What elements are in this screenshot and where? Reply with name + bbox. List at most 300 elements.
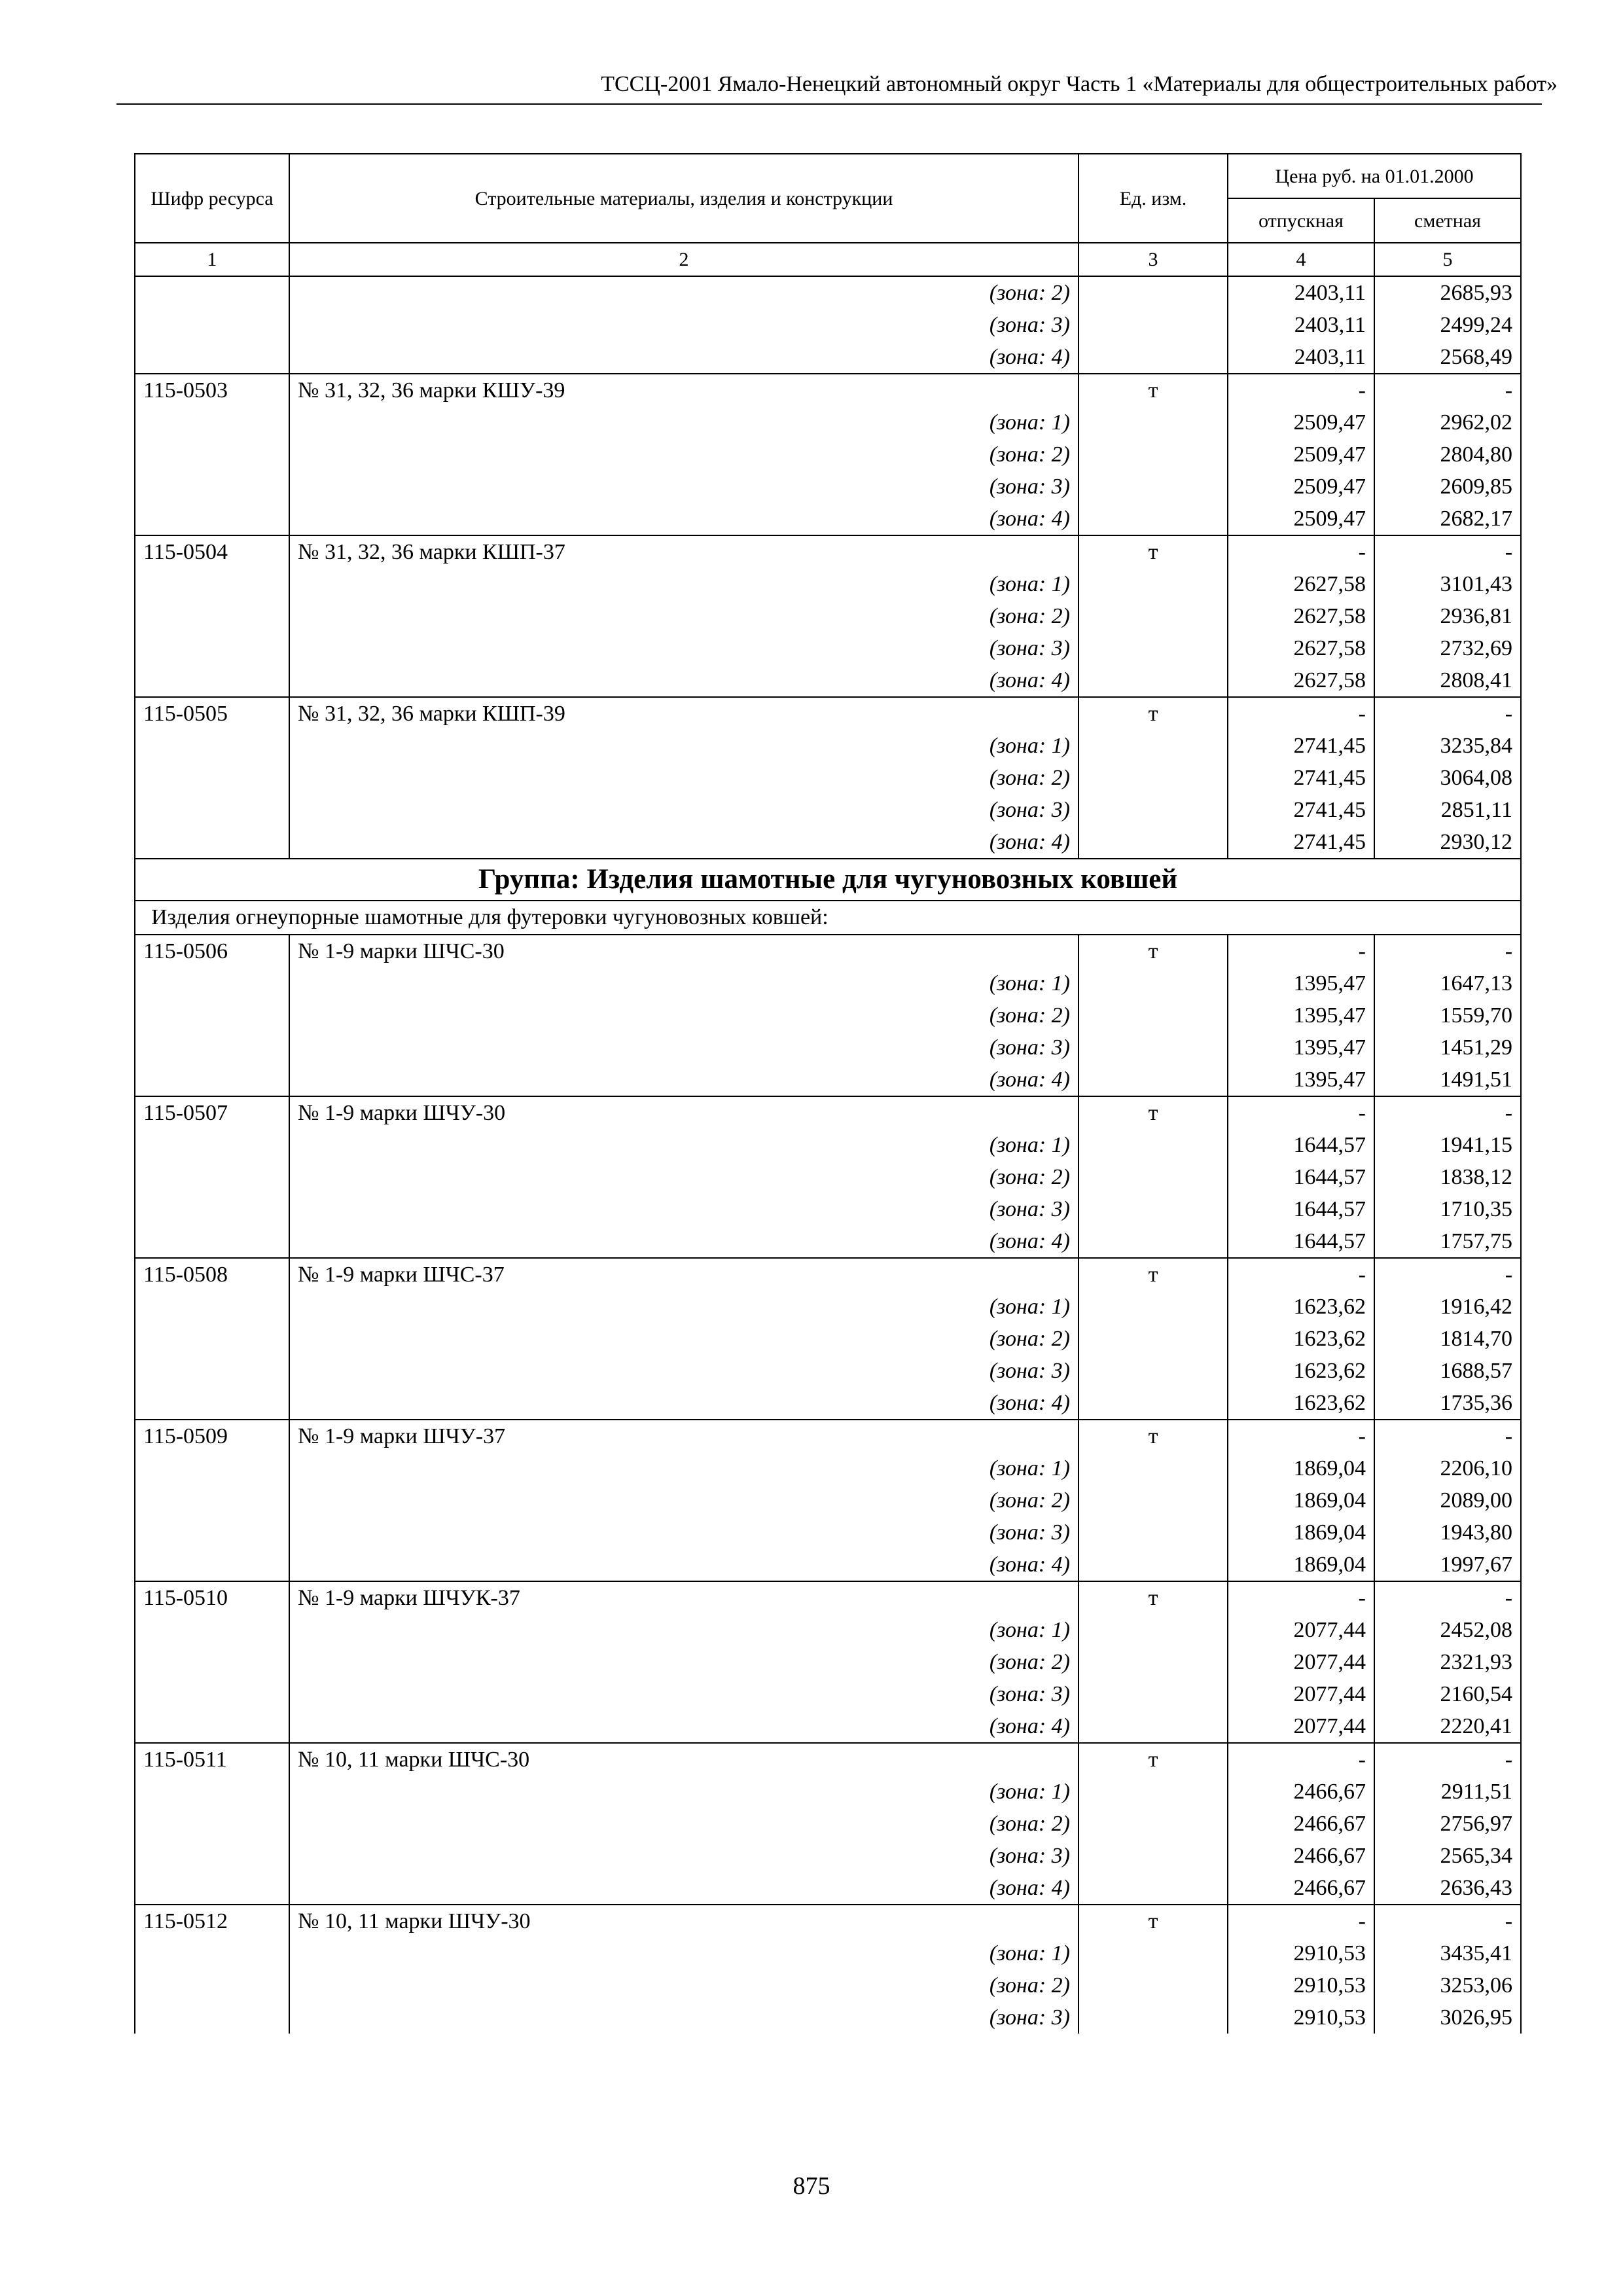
unit-cell bbox=[1079, 276, 1228, 309]
unit-cell bbox=[1079, 762, 1228, 794]
estimate-price: 3026,95 bbox=[1374, 2001, 1521, 2034]
unit-cell bbox=[1079, 1808, 1228, 1840]
zone-label: (зона: 3) bbox=[289, 1355, 1079, 1387]
unit-cell: т bbox=[1079, 1258, 1228, 1291]
zone-row bbox=[135, 1225, 1521, 1258]
zone-label: (зона: 1) bbox=[289, 730, 1079, 762]
header-release-price: отпускная bbox=[1228, 198, 1374, 243]
code-cell bbox=[135, 1225, 289, 1258]
zone-label: (зона: 1) bbox=[289, 406, 1079, 439]
zone-label: (зона: 4) bbox=[289, 1225, 1079, 1258]
zone-label: (зона: 1) bbox=[289, 1937, 1079, 1969]
code-cell bbox=[135, 1840, 289, 1872]
unit-cell bbox=[1079, 1969, 1228, 2001]
code-cell bbox=[135, 1484, 289, 1516]
zone-row bbox=[135, 1678, 1521, 1710]
zone-label: (зона: 4) bbox=[289, 1872, 1079, 1905]
zone-label: (зона: 2) bbox=[289, 1646, 1079, 1678]
estimate-price: 1941,15 bbox=[1374, 1129, 1521, 1161]
zone-label: (зона: 2) bbox=[289, 1161, 1079, 1193]
resource-item bbox=[135, 1905, 1521, 2034]
resource-code: 115-0507 bbox=[135, 1096, 289, 1129]
release-price: 1395,47 bbox=[1228, 1064, 1374, 1096]
release-price: - bbox=[1228, 1096, 1374, 1129]
zone-row bbox=[135, 1840, 1521, 1872]
release-price: 1869,04 bbox=[1228, 1452, 1374, 1484]
unit-cell bbox=[1079, 1678, 1228, 1710]
estimate-price: 1688,57 bbox=[1374, 1355, 1521, 1387]
unit-cell bbox=[1079, 503, 1228, 535]
zone-label: (зона: 1) bbox=[289, 1776, 1079, 1808]
code-cell bbox=[135, 1808, 289, 1840]
release-price: 1869,04 bbox=[1228, 1516, 1374, 1549]
resource-code: 115-0503 bbox=[135, 374, 289, 406]
resource-item bbox=[135, 1096, 1521, 1258]
estimate-price: 1943,80 bbox=[1374, 1516, 1521, 1549]
release-price: 1395,47 bbox=[1228, 967, 1374, 999]
resource-item bbox=[135, 374, 1521, 535]
release-price: 2466,67 bbox=[1228, 1872, 1374, 1905]
zone-label: (зона: 2) bbox=[289, 1484, 1079, 1516]
unit-cell bbox=[1079, 1937, 1228, 1969]
release-price: 2403,11 bbox=[1228, 276, 1374, 309]
estimate-price: 2804,80 bbox=[1374, 439, 1521, 471]
zone-row bbox=[135, 999, 1521, 1031]
release-price: 2910,53 bbox=[1228, 1969, 1374, 2001]
unit-cell bbox=[1079, 568, 1228, 600]
code-cell bbox=[135, 1291, 289, 1323]
estimate-price: 2321,93 bbox=[1374, 1646, 1521, 1678]
header-name: Строительные материалы, изделия и конструкции bbox=[289, 154, 1079, 243]
code-cell bbox=[135, 1129, 289, 1161]
release-price: 2466,67 bbox=[1228, 1840, 1374, 1872]
unit-cell bbox=[1079, 309, 1228, 341]
estimate-price: 2936,81 bbox=[1374, 600, 1521, 632]
code-cell bbox=[135, 794, 289, 826]
group-section bbox=[135, 859, 1521, 935]
zone-label: (зона: 2) bbox=[289, 1969, 1079, 2001]
unit-cell: т bbox=[1079, 374, 1228, 406]
code-cell bbox=[135, 632, 289, 664]
resource-code: 115-0512 bbox=[135, 1905, 289, 1937]
resource-name: № 1-9 марки ШЧС-30 bbox=[289, 935, 1079, 967]
estimate-price: - bbox=[1374, 374, 1521, 406]
estimate-price: - bbox=[1374, 1743, 1521, 1776]
resource-item bbox=[135, 1581, 1521, 1743]
group-subtitle: Изделия огнеупорные шамотные для футеровки чугуновозных ковшей: bbox=[135, 901, 1521, 935]
resource-name: № 1-9 марки ШЧС-37 bbox=[289, 1258, 1079, 1291]
zone-label: (зона: 2) bbox=[289, 276, 1079, 309]
estimate-price: 2808,41 bbox=[1374, 664, 1521, 697]
estimate-price: 1735,36 bbox=[1374, 1387, 1521, 1420]
code-cell bbox=[135, 1710, 289, 1743]
header-estimate-price: сметная bbox=[1374, 198, 1521, 243]
release-price: 2403,11 bbox=[1228, 309, 1374, 341]
release-price: 2509,47 bbox=[1228, 503, 1374, 535]
code-cell bbox=[135, 568, 289, 600]
zone-label: (зона: 4) bbox=[289, 341, 1079, 374]
zone-row bbox=[135, 1549, 1521, 1581]
zone-row bbox=[135, 1129, 1521, 1161]
release-price: - bbox=[1228, 1420, 1374, 1452]
zone-row bbox=[135, 1031, 1521, 1064]
unit-cell bbox=[1079, 632, 1228, 664]
unit-cell bbox=[1079, 471, 1228, 503]
zone-label: (зона: 1) bbox=[289, 1452, 1079, 1484]
resource-code: 115-0510 bbox=[135, 1581, 289, 1614]
zone-label: (зона: 3) bbox=[289, 471, 1079, 503]
estimate-price: 3235,84 bbox=[1374, 730, 1521, 762]
release-price: 2910,53 bbox=[1228, 1937, 1374, 1969]
resource-name: № 1-9 марки ШЧУК-37 bbox=[289, 1581, 1079, 1614]
release-price: 1869,04 bbox=[1228, 1484, 1374, 1516]
zone-row bbox=[135, 1710, 1521, 1743]
zone-row bbox=[135, 730, 1521, 762]
unit-cell bbox=[1079, 1387, 1228, 1420]
release-price: 2627,58 bbox=[1228, 568, 1374, 600]
resource-item bbox=[135, 1743, 1521, 1905]
unit-cell bbox=[1079, 1064, 1228, 1096]
zone-row bbox=[135, 309, 1521, 341]
unit-cell: т bbox=[1079, 1581, 1228, 1614]
code-cell bbox=[135, 762, 289, 794]
header-code: Шифр ресурса bbox=[135, 154, 289, 243]
estimate-price: 2732,69 bbox=[1374, 632, 1521, 664]
resource-item bbox=[135, 1258, 1521, 1420]
zone-label: (зона: 3) bbox=[289, 1031, 1079, 1064]
release-price: 2910,53 bbox=[1228, 2001, 1374, 2034]
release-price: 2077,44 bbox=[1228, 1646, 1374, 1678]
zone-label: (зона: 4) bbox=[289, 503, 1079, 535]
release-price: 1644,57 bbox=[1228, 1129, 1374, 1161]
zone-row bbox=[135, 471, 1521, 503]
unit-cell bbox=[1079, 1549, 1228, 1581]
zone-row bbox=[135, 1452, 1521, 1484]
zone-label: (зона: 1) bbox=[289, 1129, 1079, 1161]
release-price: - bbox=[1228, 1743, 1374, 1776]
unit-cell bbox=[1079, 999, 1228, 1031]
estimate-price: - bbox=[1374, 935, 1521, 967]
zone-row bbox=[135, 406, 1521, 439]
code-cell bbox=[135, 439, 289, 471]
code-cell bbox=[135, 967, 289, 999]
estimate-price: 2930,12 bbox=[1374, 826, 1521, 859]
code-cell bbox=[135, 600, 289, 632]
release-price: 2466,67 bbox=[1228, 1808, 1374, 1840]
estimate-price: 2756,97 bbox=[1374, 1808, 1521, 1840]
unit-cell bbox=[1079, 826, 1228, 859]
release-price: 2627,58 bbox=[1228, 632, 1374, 664]
estimate-price: 2452,08 bbox=[1374, 1614, 1521, 1646]
code-cell bbox=[135, 1064, 289, 1096]
estimate-price: 3101,43 bbox=[1374, 568, 1521, 600]
release-price: 1644,57 bbox=[1228, 1193, 1374, 1225]
release-price: 2509,47 bbox=[1228, 471, 1374, 503]
estimate-price: 1997,67 bbox=[1374, 1549, 1521, 1581]
unit-cell bbox=[1079, 1614, 1228, 1646]
estimate-price: 2220,41 bbox=[1374, 1710, 1521, 1743]
unit-cell bbox=[1079, 1291, 1228, 1323]
unit-cell bbox=[1079, 1193, 1228, 1225]
release-price: 2627,58 bbox=[1228, 664, 1374, 697]
zone-row bbox=[135, 568, 1521, 600]
release-price: 2741,45 bbox=[1228, 826, 1374, 859]
code-cell bbox=[135, 730, 289, 762]
resource-row bbox=[135, 374, 1521, 406]
estimate-price: - bbox=[1374, 1581, 1521, 1614]
code-cell bbox=[135, 1872, 289, 1905]
unit-cell: т bbox=[1079, 535, 1228, 568]
zone-row bbox=[135, 664, 1521, 697]
code-cell bbox=[135, 1161, 289, 1193]
code-cell bbox=[135, 1614, 289, 1646]
resource-row bbox=[135, 697, 1521, 730]
resource-code: 115-0506 bbox=[135, 935, 289, 967]
release-price: 1869,04 bbox=[1228, 1549, 1374, 1581]
release-price: 2741,45 bbox=[1228, 730, 1374, 762]
estimate-price: 1916,42 bbox=[1374, 1291, 1521, 1323]
zone-row bbox=[135, 1387, 1521, 1420]
estimate-price: 3253,06 bbox=[1374, 1969, 1521, 2001]
zone-label: (зона: 2) bbox=[289, 762, 1079, 794]
unit-cell bbox=[1079, 1872, 1228, 1905]
resource-row bbox=[135, 1420, 1521, 1452]
resource-code: 115-0504 bbox=[135, 535, 289, 568]
continued-item bbox=[135, 276, 1521, 374]
release-price: 2077,44 bbox=[1228, 1710, 1374, 1743]
zone-label: (зона: 3) bbox=[289, 1678, 1079, 1710]
estimate-price: - bbox=[1374, 1420, 1521, 1452]
zone-label: (зона: 4) bbox=[289, 1064, 1079, 1096]
unit-cell bbox=[1079, 1452, 1228, 1484]
release-price: 1644,57 bbox=[1228, 1161, 1374, 1193]
column-number: 3 bbox=[1079, 243, 1228, 276]
page-number: 875 bbox=[793, 2172, 830, 2200]
estimate-price: 2568,49 bbox=[1374, 341, 1521, 374]
resource-item bbox=[135, 535, 1521, 697]
unit-cell bbox=[1079, 1161, 1228, 1193]
zone-row bbox=[135, 1614, 1521, 1646]
zone-row bbox=[135, 1064, 1521, 1096]
code-cell bbox=[135, 1387, 289, 1420]
resource-row bbox=[135, 1096, 1521, 1129]
code-cell bbox=[135, 309, 289, 341]
zone-label: (зона: 1) bbox=[289, 1614, 1079, 1646]
zone-row bbox=[135, 762, 1521, 794]
running-header: ТССЦ-2001 Ямало-Ненецкий автономный округ Часть 1 «Материалы для общестроительных работ» bbox=[601, 72, 1558, 96]
zone-row bbox=[135, 1484, 1521, 1516]
resource-name: № 10, 11 марки ШЧУ-30 bbox=[289, 1905, 1079, 1937]
estimate-price: 2499,24 bbox=[1374, 309, 1521, 341]
code-cell bbox=[135, 406, 289, 439]
unit-cell bbox=[1079, 664, 1228, 697]
release-price: - bbox=[1228, 697, 1374, 730]
estimate-price: 1559,70 bbox=[1374, 999, 1521, 1031]
code-cell bbox=[135, 1776, 289, 1808]
estimate-price: 2609,85 bbox=[1374, 471, 1521, 503]
estimate-price: 2851,11 bbox=[1374, 794, 1521, 826]
release-price: 2627,58 bbox=[1228, 600, 1374, 632]
zone-row bbox=[135, 1323, 1521, 1355]
estimate-price: 1647,13 bbox=[1374, 967, 1521, 999]
zone-row bbox=[135, 439, 1521, 471]
release-price: 1395,47 bbox=[1228, 999, 1374, 1031]
zone-row bbox=[135, 967, 1521, 999]
code-cell bbox=[135, 341, 289, 374]
unit-cell: т bbox=[1079, 1905, 1228, 1937]
release-price: 2509,47 bbox=[1228, 406, 1374, 439]
estimate-price: 2962,02 bbox=[1374, 406, 1521, 439]
header-unit: Ед. изм. bbox=[1079, 154, 1228, 243]
unit-cell bbox=[1079, 730, 1228, 762]
release-price: - bbox=[1228, 935, 1374, 967]
zone-label: (зона: 1) bbox=[289, 967, 1079, 999]
resource-code: 115-0509 bbox=[135, 1420, 289, 1452]
estimate-price: 2682,17 bbox=[1374, 503, 1521, 535]
unit-cell: т bbox=[1079, 1096, 1228, 1129]
unit-cell bbox=[1079, 1840, 1228, 1872]
zone-label: (зона: 4) bbox=[289, 1549, 1079, 1581]
release-price: 2077,44 bbox=[1228, 1678, 1374, 1710]
estimate-price: 1491,51 bbox=[1374, 1064, 1521, 1096]
zone-row bbox=[135, 1355, 1521, 1387]
unit-cell bbox=[1079, 1129, 1228, 1161]
release-price: 2741,45 bbox=[1228, 762, 1374, 794]
release-price: 2509,47 bbox=[1228, 439, 1374, 471]
release-price: - bbox=[1228, 1258, 1374, 1291]
code-cell bbox=[135, 1646, 289, 1678]
code-cell bbox=[135, 503, 289, 535]
resource-name: № 31, 32, 36 марки КШУ-39 bbox=[289, 374, 1079, 406]
zone-label: (зона: 1) bbox=[289, 568, 1079, 600]
release-price: 1395,47 bbox=[1228, 1031, 1374, 1064]
zone-label: (зона: 2) bbox=[289, 999, 1079, 1031]
zone-row bbox=[135, 632, 1521, 664]
zone-row bbox=[135, 1516, 1521, 1549]
unit-cell: т bbox=[1079, 1743, 1228, 1776]
zone-row bbox=[135, 1161, 1521, 1193]
estimate-price: - bbox=[1374, 535, 1521, 568]
estimate-price: 2636,43 bbox=[1374, 1872, 1521, 1905]
zone-row bbox=[135, 794, 1521, 826]
unit-cell bbox=[1079, 1484, 1228, 1516]
resource-code: 115-0511 bbox=[135, 1743, 289, 1776]
code-cell bbox=[135, 1355, 289, 1387]
resource-row bbox=[135, 1905, 1521, 1937]
unit-cell bbox=[1079, 439, 1228, 471]
estimate-price: 3435,41 bbox=[1374, 1937, 1521, 1969]
estimate-price: - bbox=[1374, 1096, 1521, 1129]
estimate-price: 2911,51 bbox=[1374, 1776, 1521, 1808]
code-cell bbox=[135, 471, 289, 503]
zone-label: (зона: 3) bbox=[289, 1516, 1079, 1549]
code-cell bbox=[135, 1549, 289, 1581]
zone-row bbox=[135, 826, 1521, 859]
release-price: - bbox=[1228, 374, 1374, 406]
unit-cell bbox=[1079, 1776, 1228, 1808]
zone-row bbox=[135, 1808, 1521, 1840]
release-price: 1623,62 bbox=[1228, 1323, 1374, 1355]
release-price: - bbox=[1228, 535, 1374, 568]
resource-name: № 31, 32, 36 марки КШП-37 bbox=[289, 535, 1079, 568]
zone-row bbox=[135, 276, 1521, 309]
release-price: 1644,57 bbox=[1228, 1225, 1374, 1258]
resource-item bbox=[135, 935, 1521, 1096]
estimate-price: - bbox=[1374, 697, 1521, 730]
code-cell bbox=[135, 1937, 289, 1969]
resource-code: 115-0505 bbox=[135, 697, 289, 730]
estimate-price: 1838,12 bbox=[1374, 1161, 1521, 1193]
zone-label: (зона: 4) bbox=[289, 1710, 1079, 1743]
zone-row bbox=[135, 341, 1521, 374]
code-cell bbox=[135, 1678, 289, 1710]
header-price: Цена руб. на 01.01.2000 bbox=[1228, 154, 1521, 198]
code-cell bbox=[135, 2001, 289, 2034]
code-cell bbox=[135, 826, 289, 859]
estimate-price: 2565,34 bbox=[1374, 1840, 1521, 1872]
resource-name: № 31, 32, 36 марки КШП-39 bbox=[289, 697, 1079, 730]
unit-cell bbox=[1079, 1225, 1228, 1258]
code-cell bbox=[135, 999, 289, 1031]
column-number: 1 bbox=[135, 243, 289, 276]
code-cell bbox=[135, 664, 289, 697]
unit-cell bbox=[1079, 1323, 1228, 1355]
resource-row bbox=[135, 1743, 1521, 1776]
unit-cell: т bbox=[1079, 1420, 1228, 1452]
unit-cell bbox=[1079, 2001, 1228, 2034]
unit-cell bbox=[1079, 1031, 1228, 1064]
code-cell bbox=[135, 1516, 289, 1549]
release-price: - bbox=[1228, 1905, 1374, 1937]
column-number: 5 bbox=[1374, 243, 1521, 276]
unit-cell bbox=[1079, 1516, 1228, 1549]
zone-row bbox=[135, 600, 1521, 632]
unit-cell bbox=[1079, 1710, 1228, 1743]
group-title: Группа: Изделия шамотные для чугуновозных ковшей bbox=[135, 859, 1521, 901]
release-price: 2466,67 bbox=[1228, 1776, 1374, 1808]
zone-label: (зона: 2) bbox=[289, 1323, 1079, 1355]
zone-label: (зона: 4) bbox=[289, 1387, 1079, 1420]
unit-cell: т bbox=[1079, 697, 1228, 730]
zone-label: (зона: 4) bbox=[289, 664, 1079, 697]
estimate-price: 2089,00 bbox=[1374, 1484, 1521, 1516]
unit-cell bbox=[1079, 600, 1228, 632]
zone-label: (зона: 3) bbox=[289, 794, 1079, 826]
zone-label: (зона: 1) bbox=[289, 1291, 1079, 1323]
zone-row bbox=[135, 1646, 1521, 1678]
estimate-price: - bbox=[1374, 1258, 1521, 1291]
resource-code: 115-0508 bbox=[135, 1258, 289, 1291]
resource-name: № 1-9 марки ШЧУ-37 bbox=[289, 1420, 1079, 1452]
zone-row bbox=[135, 503, 1521, 535]
resource-row bbox=[135, 1258, 1521, 1291]
estimate-price: 1710,35 bbox=[1374, 1193, 1521, 1225]
estimate-price: 1814,70 bbox=[1374, 1323, 1521, 1355]
zone-row bbox=[135, 1872, 1521, 1905]
zone-label: (зона: 3) bbox=[289, 1193, 1079, 1225]
estimate-price: - bbox=[1374, 1905, 1521, 1937]
header-rule bbox=[116, 103, 1542, 105]
release-price: - bbox=[1228, 1581, 1374, 1614]
estimate-price: 2685,93 bbox=[1374, 276, 1521, 309]
estimate-price: 1757,75 bbox=[1374, 1225, 1521, 1258]
resource-item bbox=[135, 697, 1521, 859]
zone-label: (зона: 2) bbox=[289, 600, 1079, 632]
unit-cell bbox=[1079, 794, 1228, 826]
zone-row bbox=[135, 1776, 1521, 1808]
column-number: 4 bbox=[1228, 243, 1374, 276]
code-cell bbox=[135, 1452, 289, 1484]
